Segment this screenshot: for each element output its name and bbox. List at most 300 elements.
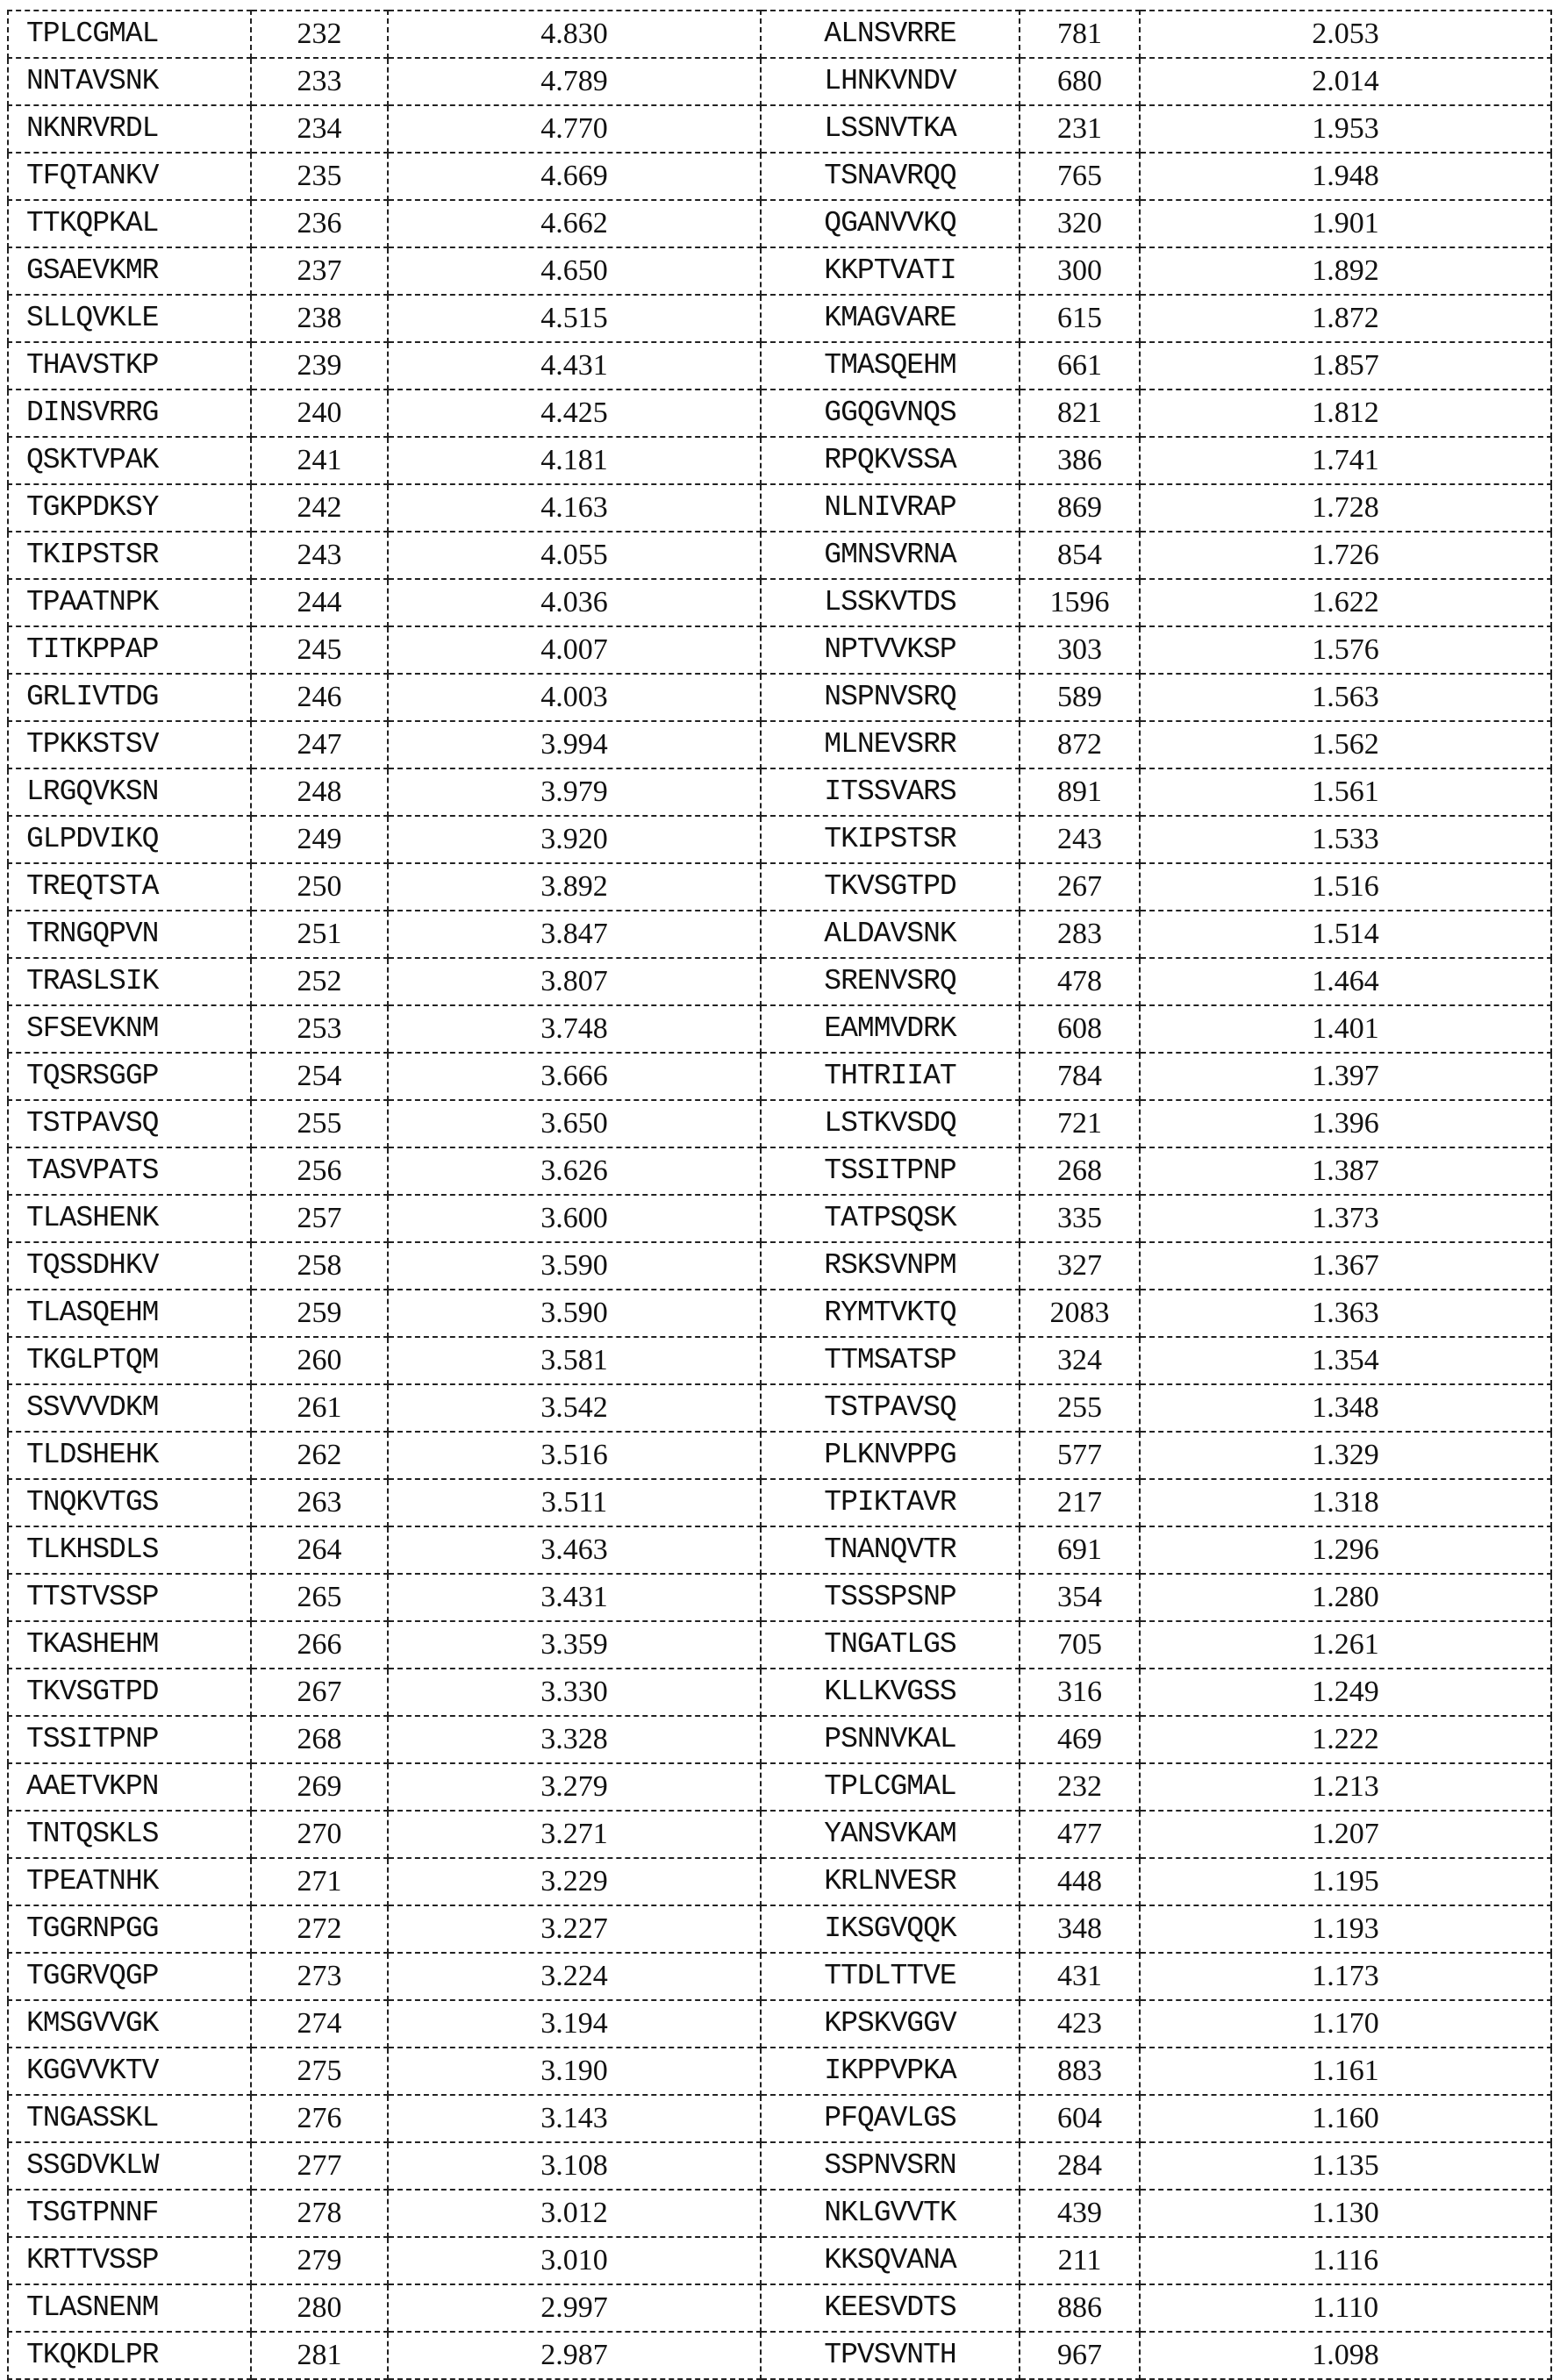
right-sequence-cell: TTMSATSP (761, 1337, 1020, 1384)
left-sequence-cell: TSGTPNNF (8, 2190, 251, 2237)
table-row (8, 579, 1551, 626)
left-rank-cell: 235 (251, 153, 388, 200)
right-score-cell: 1.387 (1140, 1147, 1551, 1195)
table-row (8, 1669, 1551, 1716)
left-rank-cell: 260 (251, 1337, 388, 1384)
right-sequence-cell: KKPTVATI (761, 247, 1020, 295)
right-sequence-cell: NPTVVKSP (761, 626, 1020, 674)
right-sequence-cell: TPIKTAVR (761, 1479, 1020, 1526)
right-id-cell: 268 (1020, 1147, 1140, 1195)
right-sequence-cell: TNANQVTR (761, 1526, 1020, 1574)
right-id-cell: 604 (1020, 2095, 1140, 2142)
left-sequence-cell: TKASHEHM (8, 1621, 251, 1669)
right-score-cell: 1.280 (1140, 1574, 1551, 1621)
right-id-cell: 354 (1020, 1574, 1140, 1621)
left-rank-cell: 279 (251, 2237, 388, 2284)
right-id-cell: 217 (1020, 1479, 1140, 1526)
left-rank-cell: 272 (251, 1905, 388, 1953)
table-row (8, 342, 1551, 390)
left-sequence-cell: SLLQVKLE (8, 295, 251, 342)
right-sequence-cell: TSSSPSNP (761, 1574, 1020, 1621)
left-rank-cell: 248 (251, 768, 388, 816)
left-rank-cell: 249 (251, 816, 388, 863)
left-score-cell: 4.007 (388, 626, 761, 674)
right-sequence-cell: TKIPSTSR (761, 816, 1020, 863)
left-score-cell: 3.516 (388, 1432, 761, 1479)
left-score-cell: 3.600 (388, 1195, 761, 1242)
right-sequence-cell: GGQGVNQS (761, 390, 1020, 437)
left-sequence-cell: TSSITPNP (8, 1716, 251, 1763)
right-score-cell: 1.562 (1140, 721, 1551, 768)
right-score-cell: 1.249 (1140, 1669, 1551, 1716)
right-sequence-cell: LHNKVNDV (761, 58, 1020, 105)
left-score-cell: 3.190 (388, 2048, 761, 2095)
data-table (7, 10, 1552, 2380)
left-score-cell: 4.003 (388, 674, 761, 721)
right-sequence-cell: RYMTVKTQ (761, 1290, 1020, 1337)
table-row (8, 1053, 1551, 1100)
right-id-cell: 883 (1020, 2048, 1140, 2095)
left-rank-cell: 271 (251, 1858, 388, 1905)
right-sequence-cell: TKVSGTPD (761, 863, 1020, 911)
table-row (8, 295, 1551, 342)
left-score-cell: 4.425 (388, 390, 761, 437)
right-score-cell: 1.161 (1140, 2048, 1551, 2095)
table-row (8, 1147, 1551, 1195)
table-row (8, 1953, 1551, 2000)
right-sequence-cell: ALNSVRRE (761, 11, 1020, 58)
right-score-cell: 1.892 (1140, 247, 1551, 295)
right-id-cell: 232 (1020, 1763, 1140, 1811)
right-score-cell: 1.135 (1140, 2142, 1551, 2190)
left-score-cell: 3.511 (388, 1479, 761, 1526)
right-score-cell: 1.857 (1140, 342, 1551, 390)
left-sequence-cell: TSTPAVSQ (8, 1100, 251, 1147)
left-sequence-cell: TLASNENM (8, 2284, 251, 2332)
right-sequence-cell: TMASQEHM (761, 342, 1020, 390)
right-id-cell: 448 (1020, 1858, 1140, 1905)
left-sequence-cell: TKVSGTPD (8, 1669, 251, 1716)
right-score-cell: 1.329 (1140, 1432, 1551, 1479)
left-sequence-cell: KRTTVSSP (8, 2237, 251, 2284)
right-sequence-cell: TATPSQSK (761, 1195, 1020, 1242)
table-row (8, 1479, 1551, 1526)
right-score-cell: 1.741 (1140, 437, 1551, 484)
right-sequence-cell: TPVSVNTH (761, 2332, 1020, 2379)
right-score-cell: 1.514 (1140, 911, 1551, 958)
right-score-cell: 1.401 (1140, 1005, 1551, 1053)
right-id-cell: 324 (1020, 1337, 1140, 1384)
left-sequence-cell: TLASQEHM (8, 1290, 251, 1337)
table-row (8, 1432, 1551, 1479)
left-sequence-cell: TASVPATS (8, 1147, 251, 1195)
table-row (8, 390, 1551, 437)
right-sequence-cell: RPQKVSSA (761, 437, 1020, 484)
left-sequence-cell: LRGQVKSN (8, 768, 251, 816)
left-sequence-cell: TLDSHEHK (8, 1432, 251, 1479)
right-score-cell: 1.563 (1140, 674, 1551, 721)
right-id-cell: 303 (1020, 626, 1140, 674)
left-score-cell: 4.669 (388, 153, 761, 200)
left-score-cell: 3.650 (388, 1100, 761, 1147)
right-sequence-cell: EAMMVDRK (761, 1005, 1020, 1053)
left-score-cell: 3.359 (388, 1621, 761, 1669)
left-score-cell: 4.036 (388, 579, 761, 626)
right-sequence-cell: THTRIIAT (761, 1053, 1020, 1100)
right-score-cell: 1.948 (1140, 153, 1551, 200)
right-sequence-cell: TSSITPNP (761, 1147, 1020, 1195)
right-id-cell: 439 (1020, 2190, 1140, 2237)
table-row (8, 1242, 1551, 1290)
left-score-cell: 3.892 (388, 863, 761, 911)
left-score-cell: 3.463 (388, 1526, 761, 1574)
left-sequence-cell: NKNRVRDL (8, 105, 251, 153)
table-row (8, 1195, 1551, 1242)
left-score-cell: 3.012 (388, 2190, 761, 2237)
left-score-cell: 4.515 (388, 295, 761, 342)
right-sequence-cell: ALDAVSNK (761, 911, 1020, 958)
right-score-cell: 1.318 (1140, 1479, 1551, 1526)
table-row (8, 247, 1551, 295)
right-id-cell: 300 (1020, 247, 1140, 295)
right-id-cell: 2083 (1020, 1290, 1140, 1337)
left-sequence-cell: THAVSTKP (8, 342, 251, 390)
right-score-cell: 1.396 (1140, 1100, 1551, 1147)
left-sequence-cell: TRNGQPVN (8, 911, 251, 958)
right-score-cell: 1.953 (1140, 105, 1551, 153)
right-id-cell: 316 (1020, 1669, 1140, 1716)
left-sequence-cell: KGGVVKTV (8, 2048, 251, 2095)
left-rank-cell: 243 (251, 532, 388, 579)
right-score-cell: 1.110 (1140, 2284, 1551, 2332)
right-id-cell: 255 (1020, 1384, 1140, 1432)
table-row (8, 1905, 1551, 1953)
right-score-cell: 1.207 (1140, 1811, 1551, 1858)
right-sequence-cell: KPSKVGGV (761, 2000, 1020, 2048)
left-rank-cell: 254 (251, 1053, 388, 1100)
right-sequence-cell: KLLKVGSS (761, 1669, 1020, 1716)
left-sequence-cell: TRASLSIK (8, 958, 251, 1005)
left-rank-cell: 255 (251, 1100, 388, 1147)
table-row (8, 2000, 1551, 2048)
table-row (8, 768, 1551, 816)
left-rank-cell: 274 (251, 2000, 388, 2048)
left-rank-cell: 265 (251, 1574, 388, 1621)
table-row (8, 674, 1551, 721)
left-score-cell: 3.330 (388, 1669, 761, 1716)
right-sequence-cell: NKLGVVTK (761, 2190, 1020, 2237)
left-rank-cell: 262 (251, 1432, 388, 1479)
left-sequence-cell: TPLCGMAL (8, 11, 251, 58)
right-sequence-cell: ITSSVARS (761, 768, 1020, 816)
right-sequence-cell: QGANVVKQ (761, 200, 1020, 247)
left-rank-cell: 281 (251, 2332, 388, 2379)
right-id-cell: 243 (1020, 816, 1140, 863)
right-id-cell: 784 (1020, 1053, 1140, 1100)
table-row (8, 1100, 1551, 1147)
right-id-cell: 680 (1020, 58, 1140, 105)
left-score-cell: 3.590 (388, 1290, 761, 1337)
table-row (8, 1337, 1551, 1384)
table-row (8, 1005, 1551, 1053)
table-row (8, 2284, 1551, 2332)
right-id-cell: 386 (1020, 437, 1140, 484)
left-sequence-cell: KMSGVVGK (8, 2000, 251, 2048)
left-sequence-cell: TPKKSTSV (8, 721, 251, 768)
left-rank-cell: 266 (251, 1621, 388, 1669)
right-id-cell: 348 (1020, 1905, 1140, 1953)
left-rank-cell: 256 (251, 1147, 388, 1195)
left-score-cell: 2.997 (388, 2284, 761, 2332)
right-score-cell: 1.098 (1140, 2332, 1551, 2379)
table-row (8, 153, 1551, 200)
table-row (8, 11, 1551, 58)
right-score-cell: 1.173 (1140, 1953, 1551, 2000)
table-row (8, 1290, 1551, 1337)
table-row (8, 2332, 1551, 2379)
left-sequence-cell: TGGRNPGG (8, 1905, 251, 1953)
left-sequence-cell: TNTQSKLS (8, 1811, 251, 1858)
left-score-cell: 3.010 (388, 2237, 761, 2284)
left-sequence-cell: TKQKDLPR (8, 2332, 251, 2379)
left-score-cell: 4.055 (388, 532, 761, 579)
right-id-cell: 608 (1020, 1005, 1140, 1053)
left-rank-cell: 277 (251, 2142, 388, 2190)
left-rank-cell: 251 (251, 911, 388, 958)
left-score-cell: 3.143 (388, 2095, 761, 2142)
left-score-cell: 4.789 (388, 58, 761, 105)
right-sequence-cell: PFQAVLGS (761, 2095, 1020, 2142)
right-score-cell: 1.812 (1140, 390, 1551, 437)
table-row (8, 626, 1551, 674)
right-sequence-cell: LSSKVTDS (761, 579, 1020, 626)
left-score-cell: 3.328 (388, 1716, 761, 1763)
table-row (8, 2048, 1551, 2095)
left-rank-cell: 258 (251, 1242, 388, 1290)
right-score-cell: 1.397 (1140, 1053, 1551, 1100)
right-sequence-cell: IKSGVQQK (761, 1905, 1020, 1953)
right-sequence-cell: LSTKVSDQ (761, 1100, 1020, 1147)
right-score-cell: 2.014 (1140, 58, 1551, 105)
left-rank-cell: 263 (251, 1479, 388, 1526)
left-score-cell: 3.227 (388, 1905, 761, 1953)
left-sequence-cell: TKIPSTSR (8, 532, 251, 579)
left-score-cell: 3.271 (388, 1811, 761, 1858)
right-id-cell: 284 (1020, 2142, 1140, 2190)
right-id-cell: 821 (1020, 390, 1140, 437)
left-score-cell: 4.662 (388, 200, 761, 247)
right-id-cell: 577 (1020, 1432, 1140, 1479)
left-score-cell: 3.581 (388, 1337, 761, 1384)
right-score-cell: 1.726 (1140, 532, 1551, 579)
left-rank-cell: 252 (251, 958, 388, 1005)
left-rank-cell: 244 (251, 579, 388, 626)
left-score-cell: 2.987 (388, 2332, 761, 2379)
right-id-cell: 211 (1020, 2237, 1140, 2284)
left-score-cell: 3.431 (388, 1574, 761, 1621)
left-sequence-cell: TGGRVQGP (8, 1953, 251, 2000)
left-sequence-cell: GSAEVKMR (8, 247, 251, 295)
left-rank-cell: 261 (251, 1384, 388, 1432)
left-sequence-cell: TPAATNPK (8, 579, 251, 626)
left-score-cell: 3.979 (388, 768, 761, 816)
right-id-cell: 765 (1020, 153, 1140, 200)
right-score-cell: 1.296 (1140, 1526, 1551, 1574)
left-sequence-cell: TNQKVTGS (8, 1479, 251, 1526)
table-row (8, 1621, 1551, 1669)
left-sequence-cell: GLPDVIKQ (8, 816, 251, 863)
right-sequence-cell: PLKNVPPG (761, 1432, 1020, 1479)
right-score-cell: 1.872 (1140, 295, 1551, 342)
right-score-cell: 1.516 (1140, 863, 1551, 911)
table-row (8, 532, 1551, 579)
left-rank-cell: 257 (251, 1195, 388, 1242)
left-rank-cell: 241 (251, 437, 388, 484)
right-score-cell: 1.367 (1140, 1242, 1551, 1290)
left-rank-cell: 250 (251, 863, 388, 911)
right-id-cell: 423 (1020, 2000, 1140, 2048)
left-rank-cell: 276 (251, 2095, 388, 2142)
left-rank-cell: 236 (251, 200, 388, 247)
right-sequence-cell: NSPNVSRQ (761, 674, 1020, 721)
left-rank-cell: 270 (251, 1811, 388, 1858)
left-sequence-cell: TTSTVSSP (8, 1574, 251, 1621)
right-sequence-cell: TSNAVRQQ (761, 153, 1020, 200)
left-sequence-cell: QSKTVPAK (8, 437, 251, 484)
right-id-cell: 335 (1020, 1195, 1140, 1242)
table-row (8, 58, 1551, 105)
left-sequence-cell: TPEATNHK (8, 1858, 251, 1905)
left-rank-cell: 246 (251, 674, 388, 721)
left-score-cell: 3.920 (388, 816, 761, 863)
table-body (8, 11, 1551, 2379)
right-sequence-cell: TTDLTTVE (761, 1953, 1020, 2000)
table-row (8, 721, 1551, 768)
left-rank-cell: 240 (251, 390, 388, 437)
left-score-cell: 4.650 (388, 247, 761, 295)
table-row (8, 1858, 1551, 1905)
right-id-cell: 721 (1020, 1100, 1140, 1147)
left-rank-cell: 239 (251, 342, 388, 390)
table-row (8, 863, 1551, 911)
right-sequence-cell: SRENVSRQ (761, 958, 1020, 1005)
right-score-cell: 1.116 (1140, 2237, 1551, 2284)
left-rank-cell: 253 (251, 1005, 388, 1053)
table-row (8, 200, 1551, 247)
left-rank-cell: 234 (251, 105, 388, 153)
right-score-cell: 1.533 (1140, 816, 1551, 863)
left-score-cell: 4.181 (388, 437, 761, 484)
right-score-cell: 1.561 (1140, 768, 1551, 816)
left-score-cell: 3.279 (388, 1763, 761, 1811)
right-id-cell: 781 (1020, 11, 1140, 58)
left-score-cell: 3.807 (388, 958, 761, 1005)
right-score-cell: 1.576 (1140, 626, 1551, 674)
left-score-cell: 3.748 (388, 1005, 761, 1053)
left-rank-cell: 264 (251, 1526, 388, 1574)
left-sequence-cell: TQSRSGGP (8, 1053, 251, 1100)
left-rank-cell: 280 (251, 2284, 388, 2332)
right-sequence-cell: RSKSVNPM (761, 1242, 1020, 1290)
right-sequence-cell: YANSVKAM (761, 1811, 1020, 1858)
right-id-cell: 886 (1020, 2284, 1140, 2332)
right-id-cell: 283 (1020, 911, 1140, 958)
left-score-cell: 3.994 (388, 721, 761, 768)
right-score-cell: 1.170 (1140, 2000, 1551, 2048)
right-score-cell: 1.373 (1140, 1195, 1551, 1242)
left-sequence-cell: TKGLPTQM (8, 1337, 251, 1384)
table-row (8, 1811, 1551, 1858)
left-rank-cell: 242 (251, 484, 388, 532)
left-sequence-cell: TLASHENK (8, 1195, 251, 1242)
right-sequence-cell: TPLCGMAL (761, 1763, 1020, 1811)
right-score-cell: 1.261 (1140, 1621, 1551, 1669)
right-score-cell: 2.053 (1140, 11, 1551, 58)
table-row (8, 437, 1551, 484)
right-sequence-cell: SSPNVSRN (761, 2142, 1020, 2190)
right-sequence-cell: KRLNVESR (761, 1858, 1020, 1905)
left-sequence-cell: TITKPPAP (8, 626, 251, 674)
right-sequence-cell: NLNIVRAP (761, 484, 1020, 532)
left-score-cell: 3.590 (388, 1242, 761, 1290)
left-sequence-cell: GRLIVTDG (8, 674, 251, 721)
right-score-cell: 1.130 (1140, 2190, 1551, 2237)
right-sequence-cell: IKPPVPKA (761, 2048, 1020, 2095)
right-id-cell: 231 (1020, 105, 1140, 153)
right-sequence-cell: KMAGVARE (761, 295, 1020, 342)
right-sequence-cell: TSTPAVSQ (761, 1384, 1020, 1432)
left-score-cell: 3.542 (388, 1384, 761, 1432)
right-id-cell: 854 (1020, 532, 1140, 579)
right-id-cell: 691 (1020, 1526, 1140, 1574)
right-sequence-cell: TNGATLGS (761, 1621, 1020, 1669)
right-score-cell: 1.213 (1140, 1763, 1551, 1811)
left-rank-cell: 245 (251, 626, 388, 674)
left-rank-cell: 273 (251, 1953, 388, 2000)
table-row (8, 958, 1551, 1005)
table-row (8, 2190, 1551, 2237)
right-score-cell: 1.195 (1140, 1858, 1551, 1905)
right-id-cell: 431 (1020, 1953, 1140, 2000)
left-score-cell: 4.431 (388, 342, 761, 390)
left-sequence-cell: SSVVVDKM (8, 1384, 251, 1432)
left-score-cell: 3.229 (388, 1858, 761, 1905)
left-score-cell: 4.830 (388, 11, 761, 58)
left-sequence-cell: NNTAVSNK (8, 58, 251, 105)
left-rank-cell: 269 (251, 1763, 388, 1811)
right-id-cell: 267 (1020, 863, 1140, 911)
right-sequence-cell: MLNEVSRR (761, 721, 1020, 768)
right-id-cell: 478 (1020, 958, 1140, 1005)
right-sequence-cell: KEESVDTS (761, 2284, 1020, 2332)
left-rank-cell: 267 (251, 1669, 388, 1716)
right-score-cell: 1.222 (1140, 1716, 1551, 1763)
left-score-cell: 3.847 (388, 911, 761, 958)
left-sequence-cell: SFSEVKNM (8, 1005, 251, 1053)
left-rank-cell: 233 (251, 58, 388, 105)
left-rank-cell: 237 (251, 247, 388, 295)
left-sequence-cell: DINSVRRG (8, 390, 251, 437)
right-id-cell: 327 (1020, 1242, 1140, 1290)
right-score-cell: 1.622 (1140, 579, 1551, 626)
right-score-cell: 1.901 (1140, 200, 1551, 247)
right-id-cell: 477 (1020, 1811, 1140, 1858)
right-id-cell: 469 (1020, 1716, 1140, 1763)
table-row (8, 1526, 1551, 1574)
left-score-cell: 3.108 (388, 2142, 761, 2190)
right-score-cell: 1.728 (1140, 484, 1551, 532)
right-sequence-cell: LSSNVTKA (761, 105, 1020, 153)
